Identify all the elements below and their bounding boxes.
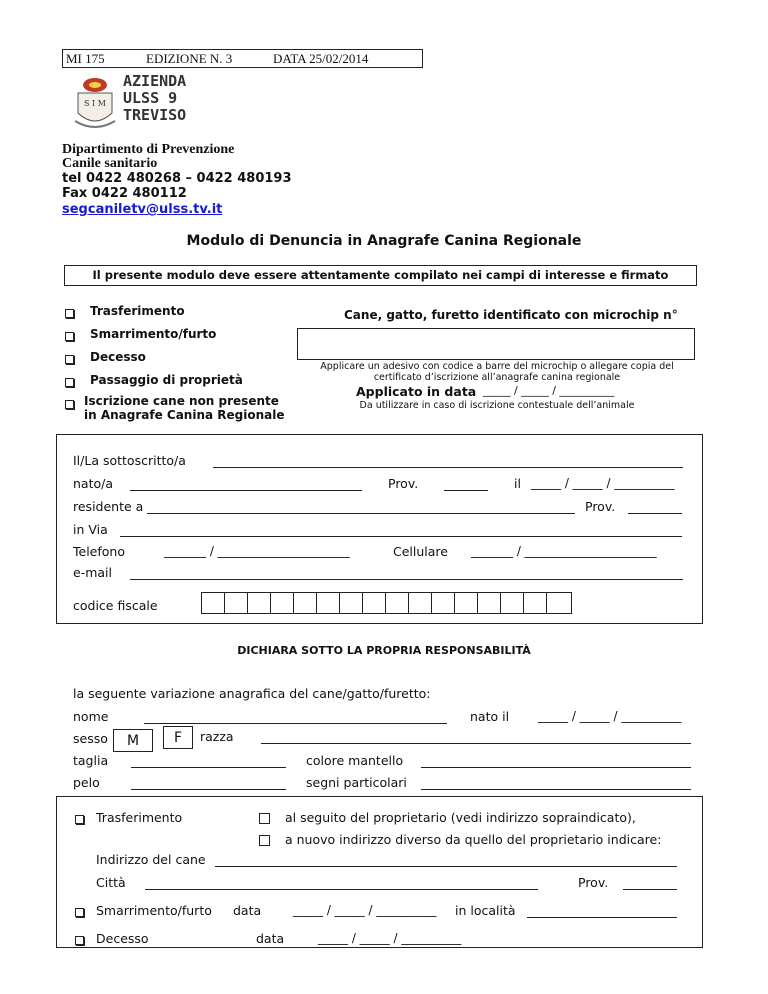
- form-code: MI 175: [66, 51, 105, 66]
- department-email-link[interactable]: segcaniletv@ulss.tv.it: [62, 202, 223, 217]
- nato-il-label: il: [514, 476, 521, 491]
- telefono-field[interactable]: _______ / ______________________: [164, 544, 350, 558]
- checkbox-smarrimento[interactable]: [65, 332, 74, 341]
- animal-colore-field[interactable]: [421, 767, 691, 768]
- cellulare-label: Cellulare: [393, 544, 448, 559]
- animal-taglia-label: taglia: [73, 753, 109, 768]
- residente-prov-field[interactable]: [628, 513, 682, 514]
- decesso-date-field[interactable]: _____ / _____ / __________: [318, 931, 462, 945]
- animal-segni-field[interactable]: [421, 789, 691, 790]
- animal-nome-label: nome: [73, 709, 109, 724]
- animal-sesso-label: sesso: [73, 731, 108, 746]
- smarrimento-data-label: data: [233, 903, 262, 918]
- indirizzo-cane-label: Indirizzo del cane: [96, 852, 206, 867]
- checkbox-passaggio[interactable]: [65, 378, 74, 387]
- codice-fiscale-grid[interactable]: [201, 592, 571, 614]
- citta-field[interactable]: [145, 889, 538, 890]
- animal-nato-il-label: nato il: [470, 709, 510, 724]
- residente-label: residente a: [73, 499, 144, 514]
- nuovo-indirizzo-label: a nuovo indirizzo diverso da quello del proprietario indicare:: [285, 832, 662, 847]
- microchip-note-2: certificato d’iscrizione all’anagrafe canina regionale: [373, 372, 621, 383]
- applicato-label: Applicato in data: [356, 384, 477, 399]
- cellulare-field[interactable]: _______ / ______________________: [471, 544, 657, 558]
- checkbox-bottom-trasferimento[interactable]: [75, 815, 84, 824]
- department-tel: tel 0422 480268 – 0422 480193: [62, 171, 292, 186]
- smarrimento-date-field[interactable]: _____ / _____ / __________: [293, 903, 437, 917]
- telefono-label: Telefono: [73, 544, 125, 559]
- codice-fiscale-label: codice fiscale: [73, 598, 158, 613]
- option-iscrizione-label-2: in Anagrafe Canina Regionale: [84, 408, 285, 422]
- nato-label: nato/a: [73, 476, 114, 491]
- department-name: Dipartimento di Prevenzione: [62, 142, 235, 157]
- microchip-input[interactable]: [297, 328, 695, 360]
- nato-prov-label: Prov.: [388, 476, 419, 491]
- ulss-seal-logo: [73, 73, 117, 133]
- variazione-text: la seguente variazione anagrafica del cane/gatto/furetto:: [73, 686, 431, 701]
- svg-text:S I M: S I M: [84, 99, 106, 108]
- citta-label: Città: [96, 875, 126, 890]
- checkbox-bottom-decesso[interactable]: [75, 936, 84, 945]
- email-label: e-mail: [73, 565, 112, 580]
- sesso-m-label: M: [126, 733, 140, 749]
- smarrimento-localita-field[interactable]: [527, 917, 677, 918]
- option-trasferimento-label: Trasferimento: [90, 304, 185, 318]
- bottom-smarrimento-label: Smarrimento/furto: [96, 903, 212, 918]
- animal-taglia-field[interactable]: [131, 767, 286, 768]
- edition-number: EDIZIONE N. 3: [146, 51, 233, 66]
- logo-text-ulss: ULSS 9: [123, 89, 178, 107]
- logo-text-azienda: AZIENDA: [123, 72, 187, 90]
- animal-nome-field[interactable]: [144, 723, 447, 724]
- option-decesso-label: Decesso: [90, 350, 146, 364]
- sottoscritto-label: Il/La sottoscritto/a: [73, 453, 186, 468]
- checkbox-iscrizione[interactable]: [65, 400, 74, 409]
- applicato-date-field[interactable]: _____ / _____ / __________: [483, 384, 615, 397]
- checkbox-nuovo-indirizzo[interactable]: [259, 835, 270, 846]
- animal-colore-label: colore mantello: [306, 753, 404, 768]
- via-label: in Via: [73, 522, 108, 537]
- animal-pelo-label: pelo: [73, 775, 100, 790]
- nato-prov-field[interactable]: [444, 490, 488, 491]
- sottoscritto-field[interactable]: [213, 467, 683, 468]
- nato-date-field[interactable]: _____ / _____ / __________: [531, 476, 675, 490]
- checkbox-decesso[interactable]: [65, 355, 74, 364]
- form-title: Modulo di Denuncia in Anagrafe Canina Regionale: [186, 233, 582, 249]
- nato-field[interactable]: [130, 490, 362, 491]
- sesso-f-box[interactable]: [163, 726, 193, 749]
- option-passaggio-label: Passaggio di proprietà: [90, 373, 243, 387]
- microchip-note-1: Applicare un adesivo con codice a barre del microchip o allegare copia del: [320, 361, 674, 372]
- residente-field[interactable]: [147, 513, 575, 514]
- seguito-proprietario-label: al seguito del proprietario (vedi indirizzo sopraindicato),: [285, 810, 636, 825]
- option-smarrimento-label: Smarrimento/furto: [90, 327, 217, 341]
- indirizzo-cane-field[interactable]: [215, 866, 677, 867]
- via-field[interactable]: [120, 536, 682, 537]
- animal-segni-label: segni particolari: [306, 775, 407, 790]
- logo-text-treviso: TREVISO: [123, 106, 187, 124]
- notice-text: Il presente modulo deve essere attentamente compilato nei campi di interesse e firmato: [92, 268, 669, 282]
- document-header: [62, 49, 423, 68]
- checkbox-seguito-proprietario[interactable]: [259, 813, 270, 824]
- animal-nato-date-field[interactable]: _____ / _____ / __________: [538, 709, 682, 723]
- applicato-usage-note: Da utilizzare in caso di iscrizione contestuale dell’animale: [359, 400, 635, 411]
- animal-razza-label: razza: [200, 729, 234, 744]
- bottom-trasferimento-label: Trasferimento: [96, 810, 183, 825]
- email-field[interactable]: [130, 579, 683, 580]
- department-unit: Canile sanitario: [62, 156, 158, 171]
- checkbox-trasferimento[interactable]: [65, 309, 74, 318]
- citta-prov-field[interactable]: [623, 889, 677, 890]
- residente-prov-label: Prov.: [585, 499, 616, 514]
- sesso-m-box[interactable]: [113, 729, 153, 752]
- animal-pelo-field[interactable]: [131, 789, 286, 790]
- dichiara-heading: DICHIARA SOTTO LA PROPRIA RESPONSABILITÀ: [237, 644, 531, 657]
- microchip-label: Cane, gatto, furetto identificato con microchip n°: [344, 308, 678, 322]
- citta-prov-label: Prov.: [578, 875, 609, 890]
- smarrimento-localita-label: in località: [455, 903, 516, 918]
- document-date: DATA 25/02/2014: [273, 51, 369, 66]
- bottom-decesso-label: Decesso: [96, 931, 149, 946]
- checkbox-bottom-smarrimento[interactable]: [75, 908, 84, 917]
- department-fax: Fax 0422 480112: [62, 186, 187, 201]
- animal-razza-field[interactable]: [261, 743, 691, 744]
- sesso-f-label: F: [173, 730, 183, 746]
- decesso-data-label: data: [256, 931, 285, 946]
- option-iscrizione-label-1: Iscrizione cane non presente: [84, 394, 279, 408]
